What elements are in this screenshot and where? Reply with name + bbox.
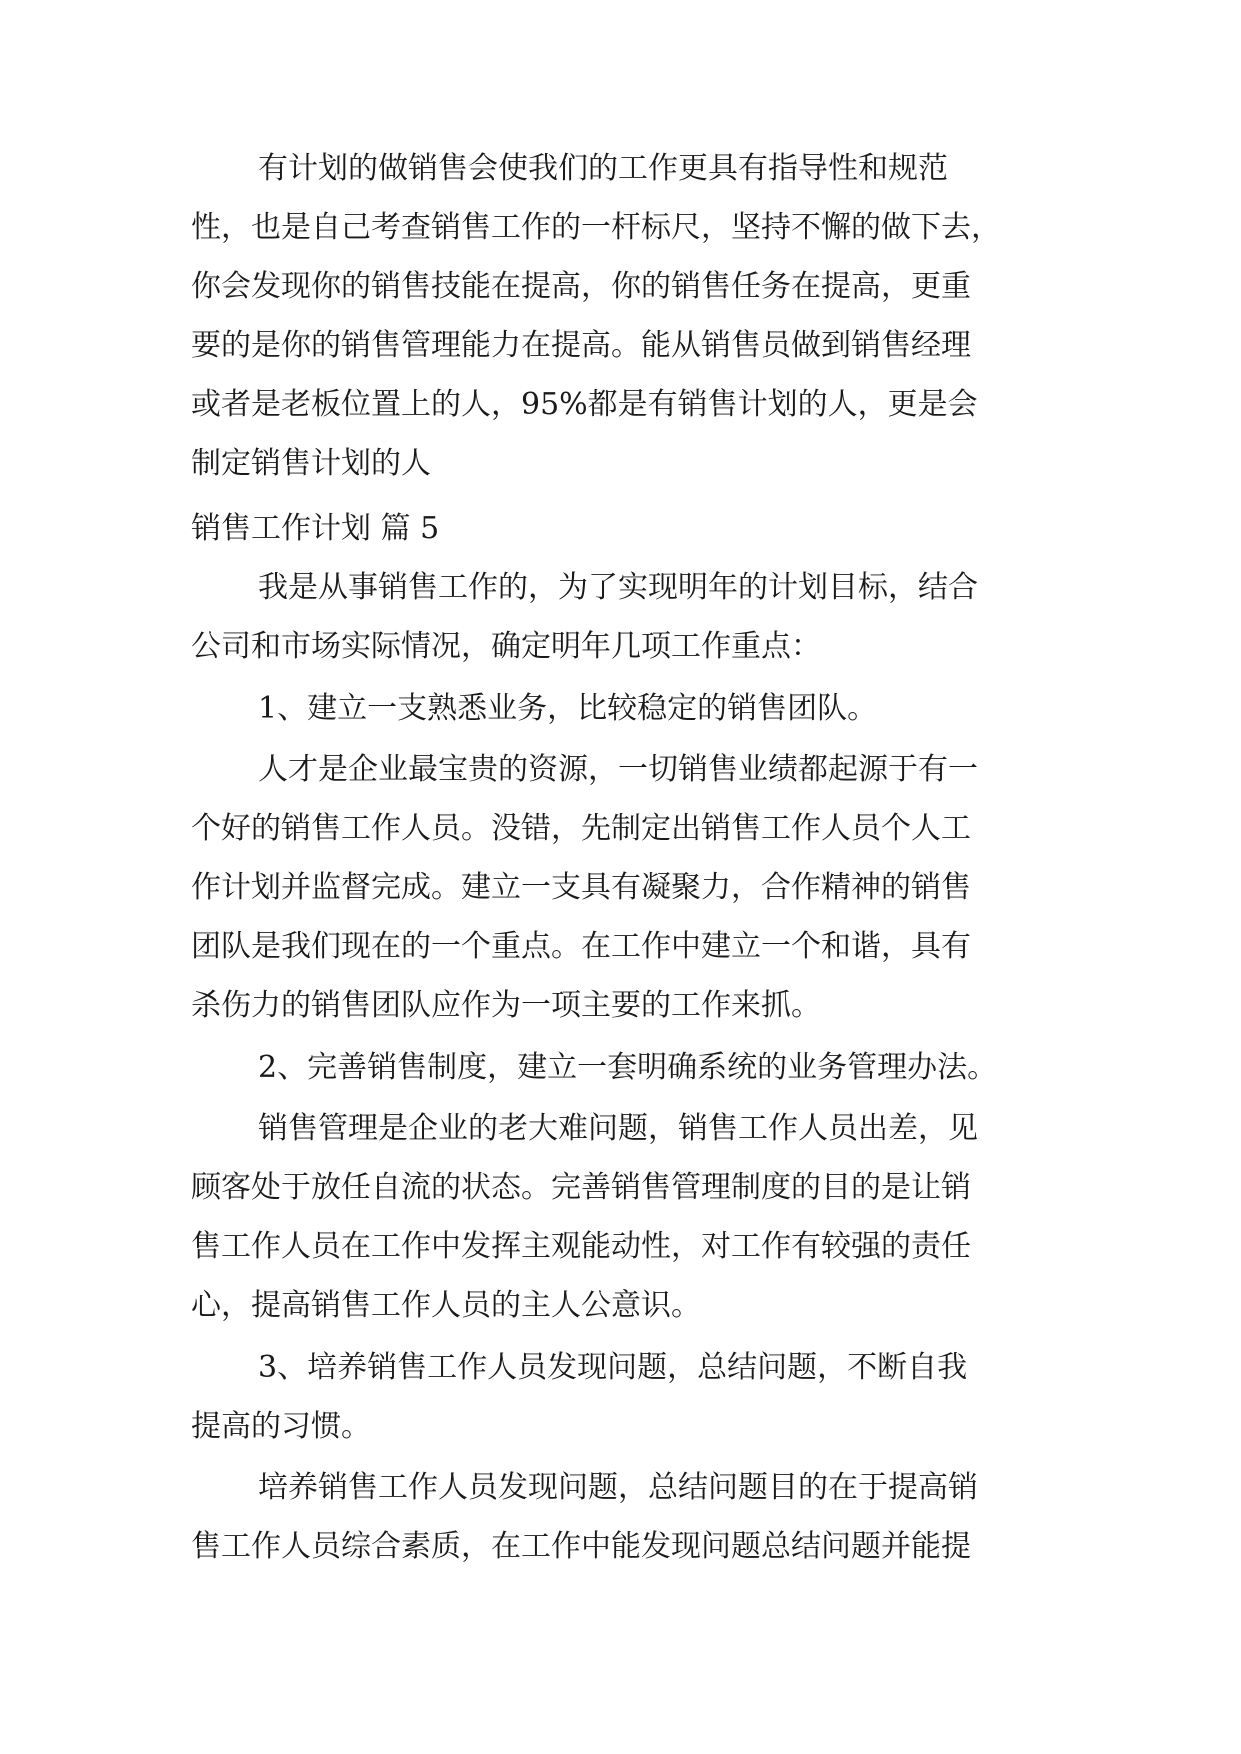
paragraph-line (0, 866, 1241, 910)
text-line: 制定销售计划的人 (191, 446, 431, 481)
text-line: 团队是我们现在的一个重点。在工作中建立一个和谐，具有 (191, 929, 971, 964)
text-line: 顾客处于放任自流的状态。完善销售管理制度的目的是让销 (191, 1170, 971, 1205)
text-line: 或者是老板位置上的人，95%都是有销售计划的人，更是会 (191, 387, 978, 422)
section-heading-text: 销售工作计划 篇 5 (191, 511, 440, 546)
paragraph-line (0, 1107, 1241, 1151)
list-item-heading (0, 1046, 1241, 1090)
text-line: 心，提高销售工作人员的主人公意识。 (191, 1288, 701, 1323)
paragraph-line (0, 1466, 1241, 1510)
paragraph-line (0, 925, 1241, 969)
text-line: 人才是企业最宝贵的资源，一切销售业绩都起源于有一 (258, 752, 978, 787)
paragraph-line (0, 1225, 1241, 1269)
paragraph-line (0, 147, 1241, 191)
paragraph-line (0, 383, 1241, 427)
paragraph-line (0, 442, 1241, 486)
paragraph-line (0, 324, 1241, 368)
text-line: 你会发现你的销售技能在提高，你的销售任务在提高，更重 (191, 269, 971, 304)
text-line: 3、培养销售工作人员发现问题，总结问题，不断自我 (258, 1350, 968, 1385)
paragraph-line (0, 625, 1241, 669)
paragraph-line (0, 1166, 1241, 1210)
text-line: 销售管理是企业的老大难问题，销售工作人员出差，见 (258, 1111, 978, 1146)
text-line: 2、完善销售制度，建立一套明确系统的业务管理办法。 (258, 1050, 998, 1085)
text-line: 售工作人员综合素质，在工作中能发现问题总结问题并能提 (191, 1529, 971, 1564)
text-line: 有计划的做销售会使我们的工作更具有指导性和规范 (258, 151, 948, 186)
text-line: 提高的习惯。 (191, 1409, 371, 1444)
text-line: 杀伤力的销售团队应作为一项主要的工作来抓。 (191, 988, 821, 1023)
paragraph-line (0, 807, 1241, 851)
paragraph-line (0, 984, 1241, 1028)
list-item-heading (0, 687, 1241, 731)
text-line: 培养销售工作人员发现问题，总结问题目的在于提高销 (258, 1470, 978, 1505)
paragraph-line (0, 566, 1241, 610)
list-item-heading (0, 1346, 1241, 1390)
paragraph-line (0, 206, 1241, 250)
text-line: 个好的销售工作人员。没错，先制定出销售工作人员个人工 (191, 811, 971, 846)
text-line: 作计划并监督完成。建立一支具有凝聚力，合作精神的销售 (191, 870, 971, 905)
text-line: 性，也是自己考查销售工作的一杆标尺，坚持不懈的做下去， (191, 210, 1001, 245)
text-line: 1、建立一支熟悉业务，比较稳定的销售团队。 (258, 691, 878, 726)
paragraph-line (0, 748, 1241, 792)
text-line: 公司和市场实际情况，确定明年几项工作重点： (191, 629, 821, 664)
paragraph-line (0, 1284, 1241, 1328)
paragraph-line (0, 1405, 1241, 1449)
text-line: 我是从事销售工作的，为了实现明年的计划目标，结合 (258, 570, 978, 605)
section-heading (0, 507, 1241, 551)
text-line: 售工作人员在工作中发挥主观能动性，对工作有较强的责任 (191, 1229, 971, 1264)
paragraph-line (0, 1525, 1241, 1569)
text-line: 要的是你的销售管理能力在提高。能从销售员做到销售经理 (191, 328, 971, 363)
paragraph-line (0, 265, 1241, 309)
